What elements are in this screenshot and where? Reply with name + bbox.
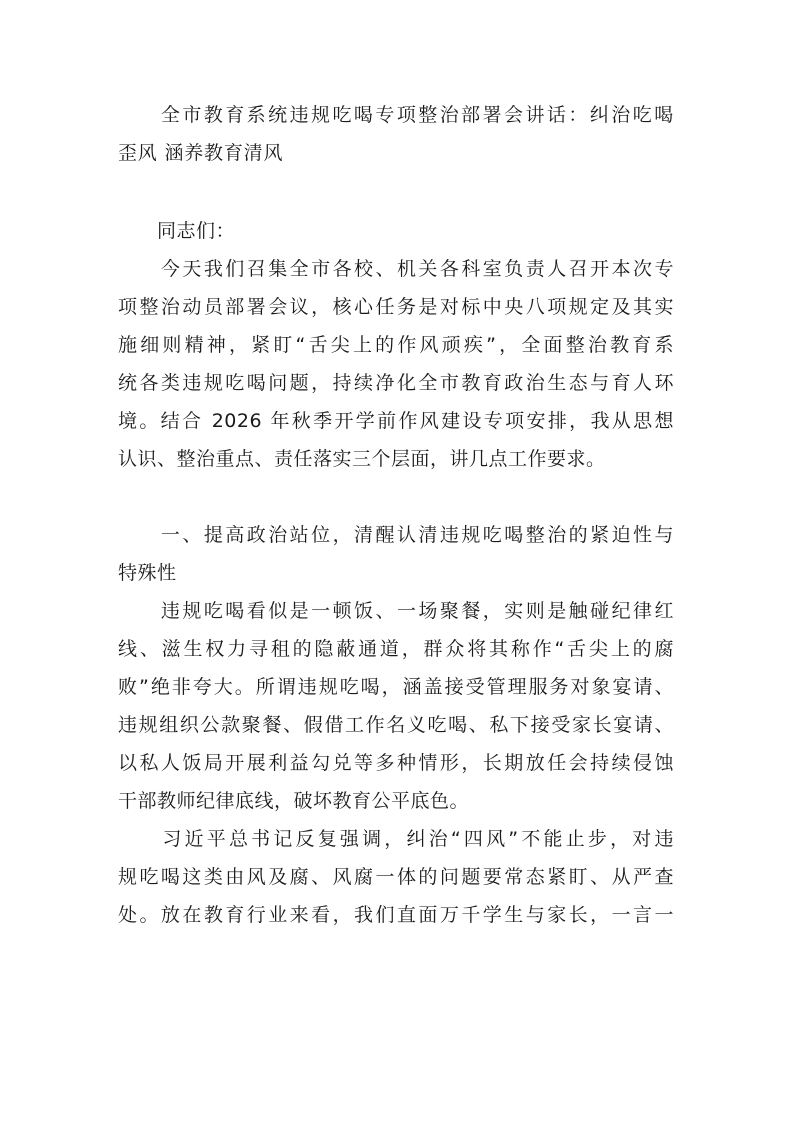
heading-line: 一、提高政治站位，清醒认清违规吃喝整治的紧迫性与 [118, 524, 674, 546]
paragraph-definition [118, 592, 674, 820]
section-heading-1 [118, 516, 674, 592]
paragraph-line: 规吃喝这类由风及腐、风腐一体的问题要常态紧盯、从严查 [118, 866, 674, 888]
paragraph-line: 认识、整治重点、责任落实三个层面，讲几点工作要求。 [118, 448, 606, 470]
paragraph-line: 以私人饭局开展利益勾兑等多种情形，长期放任会持续侵蚀 [118, 752, 674, 774]
paragraph-line: 项整治动员部署会议，核心任务是对标中央八项规定及其实 [118, 296, 674, 318]
paragraph-line: 违规组织公款聚餐、假借工作名义吃喝、私下接受家长宴请、 [118, 714, 674, 736]
paragraph-line: 败”绝非夸大。所谓违规吃喝，涵盖接受管理服务对象宴请、 [118, 676, 674, 698]
paragraph-intro [118, 250, 674, 478]
salutation: 同志们： [118, 220, 236, 242]
paragraph-line: 处。放在教育行业来看，我们直面万千学生与家长，一言一 [118, 904, 674, 926]
paragraph-line: 线、滋生权力寻租的隐蔽通道，群众将其称作“舌尖上的腐 [118, 638, 674, 660]
paragraph-quote [118, 820, 674, 934]
spacer [118, 478, 674, 516]
paragraph-line: 违规吃喝看似是一顿饭、一场聚餐，实则是触碰纪律红 [118, 600, 674, 622]
spacer [118, 172, 674, 212]
paragraph-line: 习近平总书记反复强调，纠治“四风”不能止步，对违 [118, 828, 674, 850]
paragraph-line: 干部教师纪律底线，破坏教育公平底色。 [118, 790, 470, 812]
document-page [118, 96, 674, 934]
title-line: 歪风 涵养教育清风 [118, 142, 284, 164]
document-title [118, 96, 674, 172]
heading-line: 特殊性 [118, 562, 177, 584]
title-line: 全市教育系统违规吃喝专项整治部署会讲话：纠治吃喝 [118, 104, 674, 126]
paragraph-line: 今天我们召集全市各校、机关各科室负责人召开本次专 [118, 258, 674, 280]
paragraph-line: 境。结合 2026 年秋季开学前作风建设专项安排，我从思想 [118, 410, 674, 432]
paragraph-line: 统各类违规吃喝问题，持续净化全市教育政治生态与育人环 [118, 372, 674, 394]
paragraph-line: 施细则精神，紧盯“舌尖上的作风顽疾”，全面整治教育系 [118, 334, 674, 356]
